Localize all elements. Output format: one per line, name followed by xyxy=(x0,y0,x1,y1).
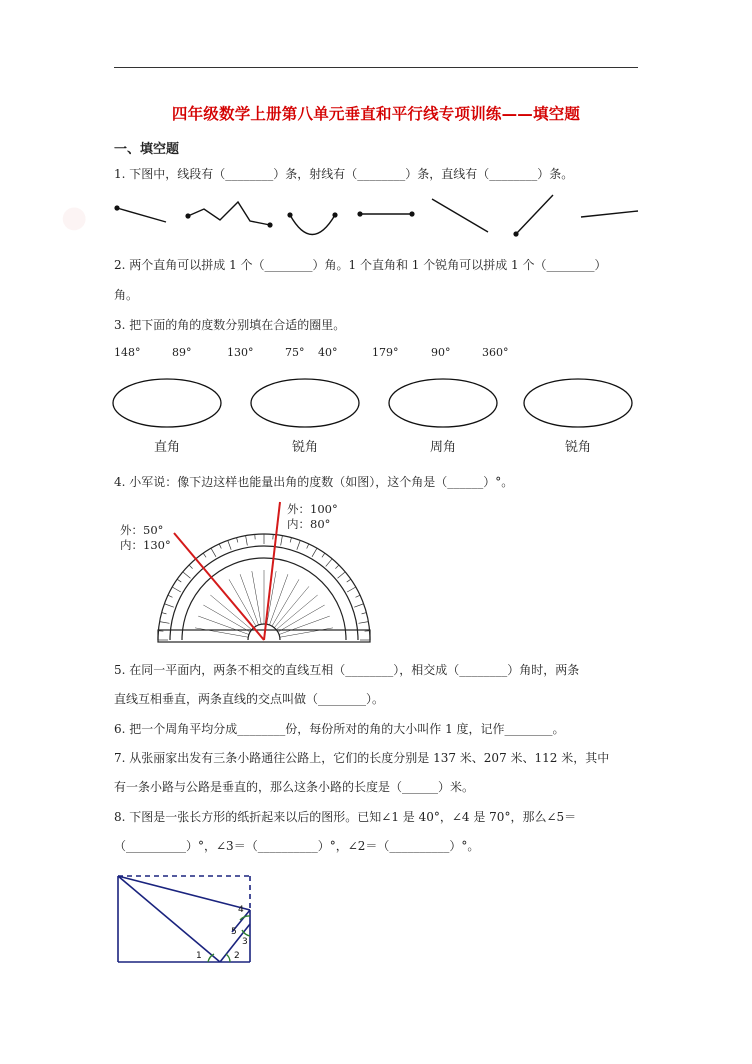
ray-left xyxy=(174,533,264,640)
protractor-radial xyxy=(252,571,261,624)
protractor-left-outer: 外：50° xyxy=(120,523,164,537)
protractor-radial xyxy=(240,574,258,625)
question-3: 3. 把下面的角的度数分别填在合适的圈里。 xyxy=(114,318,346,332)
protractor-tick xyxy=(219,544,221,549)
protractor-right-inner: 内：80° xyxy=(287,517,331,531)
ellipse-acute-1 xyxy=(251,379,359,427)
angle-4-arc xyxy=(240,916,250,920)
protractor-tick xyxy=(164,604,173,607)
ellipse-right-angle xyxy=(113,379,221,427)
angle-2-arc xyxy=(226,954,230,962)
ellipse-label: 锐角 xyxy=(564,440,591,455)
angle-value: 360° xyxy=(482,346,509,359)
protractor-tick xyxy=(203,553,206,557)
watermark: ● xyxy=(51,195,95,240)
question-2-line2: 角。 xyxy=(114,288,139,302)
header-rule xyxy=(114,67,638,68)
question-2-line1: 2. 两个直角可以拼成 1 个（________）角。1 个直角和 1 个锐角可以拼成 1 个（________） xyxy=(114,258,607,272)
protractor-tick xyxy=(312,548,317,557)
protractor-tick xyxy=(335,565,339,569)
protractor-radial xyxy=(195,628,248,637)
angle-value: 75° xyxy=(285,346,305,359)
angle-value: 179° xyxy=(372,346,399,359)
ellipse-acute-2 xyxy=(524,379,632,427)
ellipse-label: 直角 xyxy=(153,440,180,455)
question-5-line1: 5. 在同一平面内，两条不相交的直线互相（________），相交成（________）角时，两条 xyxy=(114,663,580,677)
angle-value: 89° xyxy=(172,346,192,359)
ellipse-label: 锐角 xyxy=(291,440,318,455)
figure-ray-up xyxy=(516,195,553,234)
protractor-tick xyxy=(359,622,369,624)
angle-label-1: 1 xyxy=(196,951,202,961)
question-6: 6. 把一个周角平均分成________份，每份所对的角的大小叫作 1 度，记作________。 xyxy=(114,722,565,736)
protractor-tick xyxy=(162,613,167,614)
protractor-tick xyxy=(290,538,291,543)
ellipse-label: 周角 xyxy=(429,440,456,455)
protractor-tick xyxy=(177,579,181,582)
protractor-left-inner: 内：130° xyxy=(120,538,171,552)
protractor-tick xyxy=(347,579,351,582)
q1-figures xyxy=(110,192,650,242)
protractor-radial xyxy=(279,616,330,634)
question-8-line1: 8. 下图是一张长方形的纸折起来以后的图形。已知∠1 是 40°，∠4 是 70°，那么∠5＝ xyxy=(114,810,577,824)
angle-value: 40° xyxy=(318,346,338,359)
protractor-tick xyxy=(228,540,231,549)
figure-zigzag xyxy=(188,202,270,225)
angle-value: 130° xyxy=(227,346,254,359)
ellipse-full-angle xyxy=(389,379,497,427)
folded-paper-figure xyxy=(112,872,258,968)
question-1: 1. 下图中，线段有（________）条，射线有（________）条，直线有（________）条。 xyxy=(114,167,574,181)
angle-value: 90° xyxy=(431,346,451,359)
protractor-tick xyxy=(354,604,363,607)
answer-ellipses xyxy=(110,376,640,432)
protractor-tick xyxy=(307,544,309,549)
figure-line-diagonal xyxy=(432,199,488,232)
protractor-tick xyxy=(356,595,361,597)
protractor-tick xyxy=(326,559,332,567)
figure-segment-left xyxy=(117,208,166,222)
question-4: 4. 小军说：像下边这样也能量出角的度数（如图），这个角是（______）°。 xyxy=(114,475,514,489)
question-7-line2: 有一条小路与公路是垂直的，那么这条小路的长度是（______）米。 xyxy=(114,780,475,794)
protractor-tick xyxy=(183,572,191,578)
protractor-tick xyxy=(211,548,216,557)
protractor-radial xyxy=(198,616,249,634)
protractor-tick xyxy=(297,540,300,549)
ray-right xyxy=(264,502,280,640)
angle-label-3: 3 xyxy=(242,937,248,947)
protractor-tick xyxy=(172,587,181,592)
angle-label-5: 5 xyxy=(231,927,237,937)
protractor-tick xyxy=(237,538,238,543)
figure-line-right xyxy=(581,211,638,217)
page-title: 四年级数学上册第八单元垂直和平行线专项训练——填空题 xyxy=(171,105,581,123)
protractor-tick xyxy=(168,595,173,597)
protractor-right-outer: 外：100° xyxy=(287,502,338,516)
protractor-tick xyxy=(246,536,248,546)
protractor-tick xyxy=(322,553,325,557)
question-7-line1: 7. 从张丽家出发有三条小路通往公路上，它们的长度分别是 137 米、207 米、112 米，其中 xyxy=(114,751,610,765)
protractor-tick xyxy=(160,622,170,624)
protractor-radial xyxy=(269,574,287,625)
protractor-tick xyxy=(347,587,356,592)
question-5-line2: 直线互相垂直，两条直线的交点叫做（________）。 xyxy=(114,692,385,706)
protractor-tick xyxy=(281,536,283,546)
protractor-tick xyxy=(362,613,367,614)
question-8-line2: （__________）°，∠3＝（__________）°，∠2＝（__________）°。 xyxy=(114,839,480,853)
angle-label-2: 2 xyxy=(234,951,240,961)
angle-value: 148° xyxy=(114,346,141,359)
protractor-tick xyxy=(338,572,346,578)
protractor-tick xyxy=(189,565,193,569)
section-heading: 一、填空题 xyxy=(114,142,180,157)
angle-label-4: 4 xyxy=(238,905,244,915)
protractor-radial xyxy=(280,628,333,637)
figure-arc xyxy=(290,215,335,235)
